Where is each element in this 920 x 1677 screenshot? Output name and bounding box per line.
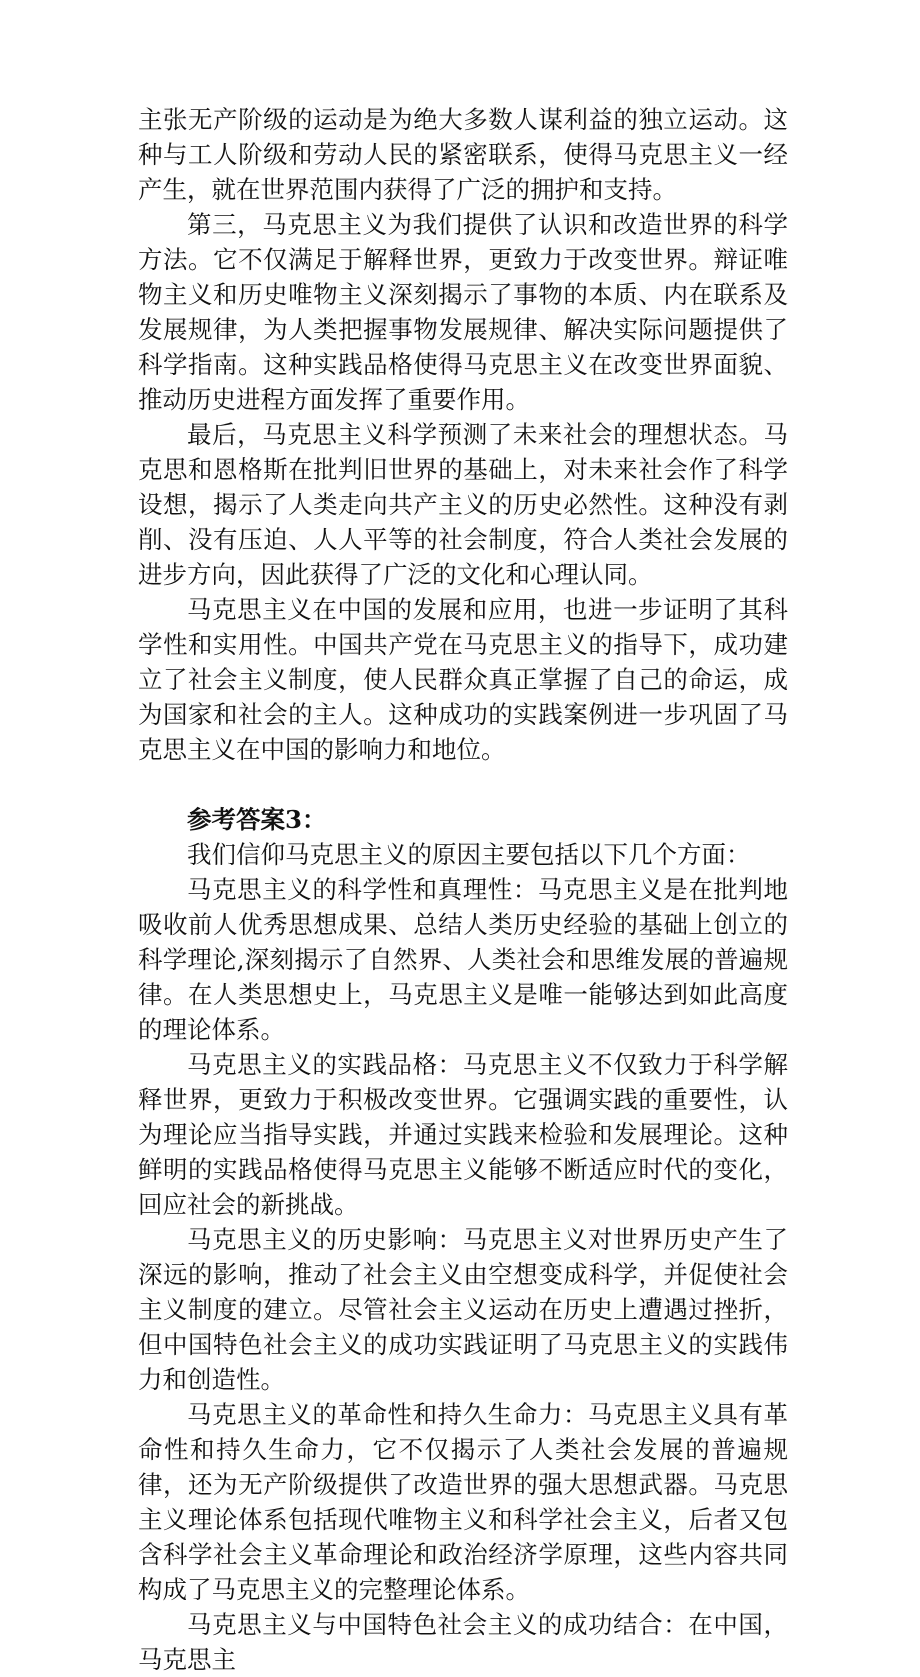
- answer-scientific-truth: 马克思主义的科学性和真理性：马克思主义是在批判地吸收前人优秀思想成果、总结人类历史经验的基础上创立的科学理论,深刻揭示了自然界、人类社会和思维发展的普遍规律。在人类思想史上，马克思主义是唯一能够达到如此高度的理论体系。: [138, 875, 788, 1044]
- answer-china-combination: 马克思主义与中国特色社会主义的成功结合：在中国，马克思主: [138, 1610, 788, 1674]
- answer-heading: 参考答案3：: [187, 805, 327, 834]
- paragraph-third-point: 第三，马克思主义为我们提供了认识和改造世界的科学方法。它不仅满足于解释世界，更致力于改变世界。辩证唯物主义和历史唯物主义深刻揭示了事物的本质、内在联系及发展规律，为人类把握事物发展规律、解决实际问题提供了科学指南。这种实践品格使得马克思主义在改变世界面貌、推动历史进程方面发挥了重要作用。: [138, 210, 788, 414]
- paragraph-china-application: 马克思主义在中国的发展和应用，也进一步证明了其科学性和实用性。中国共产党在马克思主义的指导下，成功建立了社会主义制度，使人民群众真正掌握了自己的命运，成为国家和社会的主人。这种成功的实践案例进一步巩固了马克思主义在中国的影响力和地位。: [138, 595, 788, 764]
- answer-intro: 我们信仰马克思主义的原因主要包括以下几个方面：: [187, 840, 751, 869]
- answer-historical-impact: 马克思主义的历史影响：马克思主义对世界历史产生了深远的影响，推动了社会主义由空想变成科学，并促使社会主义制度的建立。尽管社会主义运动在历史上遭遇过挫折，但中国特色社会主义的成功实践证明了马克思主义的实践伟力和创造性。: [138, 1225, 788, 1394]
- document-body: [138, 102, 788, 1677]
- paragraph-last-point: 最后，马克思主义科学预测了未来社会的理想状态。马克思和恩格斯在批判旧世界的基础上，对未来社会作了科学设想，揭示了人类走向共产主义的历史必然性。这种没有剥削、没有压迫、人人平等的社会制度，符合人类社会发展的进步方向，因此获得了广泛的文化和心理认同。: [138, 420, 788, 589]
- paragraph-continued: 主张无产阶级的运动是为绝大多数人谋利益的独立运动。这种与工人阶级和劳动人民的紧密联系，使得马克思主义一经产生，就在世界范围内获得了广泛的拥护和支持。: [138, 105, 788, 204]
- answer-practice: 马克思主义的实践品格：马克思主义不仅致力于科学解释世界，更致力于积极改变世界。它强调实践的重要性，认为理论应当指导实践，并通过实践来检验和发展理论。这种鲜明的实践品格使得马克思主义能够不断适应时代的变化，回应社会的新挑战。: [138, 1050, 788, 1219]
- answer-revolutionary-vitality: 马克思主义的革命性和持久生命力：马克思主义具有革命性和持久生命力，它不仅揭示了人类社会发展的普遍规律，还为无产阶级提供了改造世界的强大思想武器。马克思主义理论体系包括现代唯物主义和科学社会主义，后者又包含科学社会主义革命理论和政治经济学原理，这些内容共同构成了马克思主义的完整理论体系。: [138, 1400, 788, 1604]
